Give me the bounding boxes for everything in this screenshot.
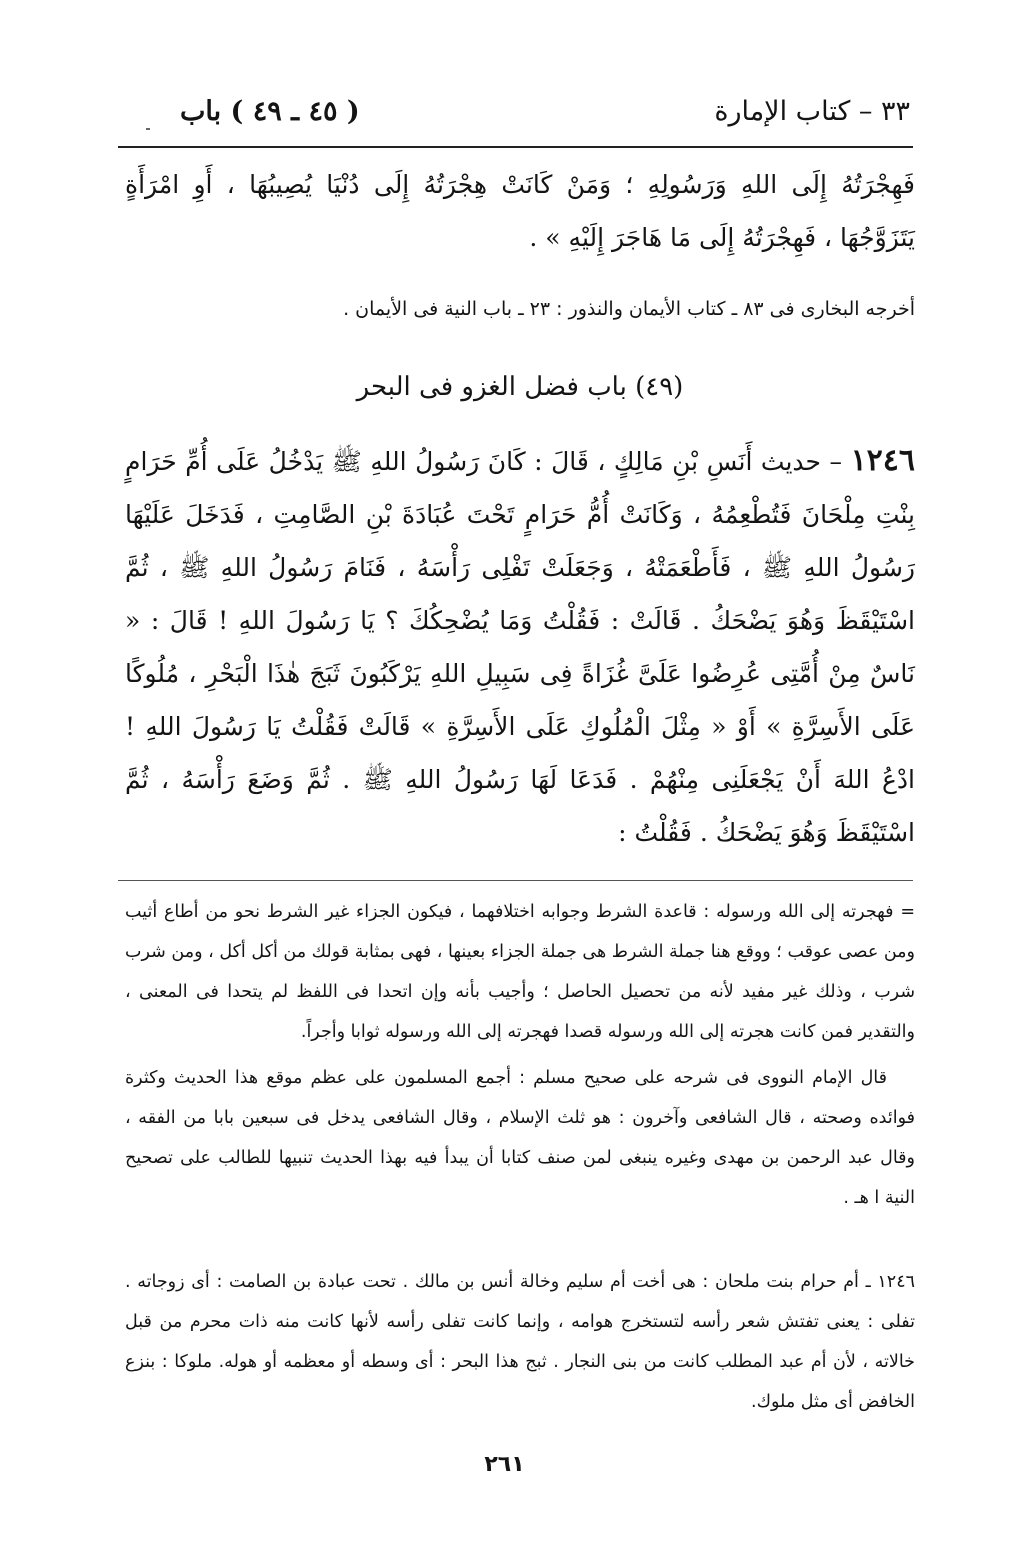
takhrij-note: أخرجه البخارى فى ٨٣ ـ كتاب الأيمان والنذور : ٢٣ ـ باب النية فى الأيمان .	[343, 298, 915, 320]
footnote-3: ١٢٤٦ ـ أم حرام بنت ملحان : هى أخت أم سليم وخالة أنس بن مالك . تحت عبادة بن الصامت : أى زوجاته . تفلى : يعنى تفتش شعر رأسه لتستخرج هوامه ، وإنما كانت تفلى رأسه لأنها كانت منه ذات محرم من قبل خالاته ، لأن أم عبد المطلب كانت من بنى النجار . ثبج هذا البحر : أى وسطه أو معظمه أو هوله. ملوكا : بنزع الخافض أى مثل ملوك.	[125, 1272, 915, 1412]
hadith-body: – حديث أَنَسِ بْنِ مَالِكٍ ، قَالَ : كَانَ رَسُولُ اللهِ ﷺ يَدْخُلُ عَلَى أُمِّ حَرَامٍ بِنْتِ مِلْحَانَ فَتُطْعِمُهُ ، وَكَانَتْ أُمُّ حَرَامٍ تَحْتَ عُبَادَةَ بْنِ الصَّامِتِ ، فَدَخَلَ عَلَيْهَا رَسُولُ اللهِ ﷺ ، فَأَطْعَمَتْهُ ، وَجَعَلَتْ تَفْلِى رَأْسَهُ ، فَنَامَ رَسُولُ اللهِ ﷺ ، ثُمَّ اسْتَيْقَظَ وَهُوَ يَضْحَكُ . قَالَتْ : فَقُلْتُ وَمَا يُضْحِكُكَ ؟ يَا رَسُولَ اللهِ ! قَالَ : « نَاسٌ مِنْ أُمَّتِى عُرِضُوا عَلَىَّ غُزَاةً فِى سَبِيلِ اللهِ يَرْكَبُونَ ثَبَجَ هٰذَا الْبَحْرِ ، مُلُوكًا عَلَى الأَسِرَّةِ » أَوْ « مِثْلَ الْمُلُوكِ عَلَى الأَسِرَّةِ » قَالَتْ فَقُلْتُ يَا رَسُولَ اللهِ ! ادْعُ اللهَ أَنْ يَجْعَلَنِى مِنْهُمْ . فَدَعَا لَهَا رَسُولُ اللهِ ﷺ . ثُمَّ وَضَعَ رَأْسَهُ ، ثُمَّ اسْتَيْقَظَ وَهُوَ يَضْحَكُ . فَقُلْتُ :	[125, 447, 915, 847]
hadith-text-continued: فَهِجْرَتُهُ إِلَى اللهِ وَرَسُولِهِ ؛ وَمَنْ كَانَتْ هِجْرَتُهُ إِلَى دُنْيَا يُصِيبُهَا ، أَوِ امْرَأَةٍ يَتَزَوَّجُهَا ، فَهِجْرَتُهُ إِلَى مَا هَاجَرَ إِلَيْهِ » .	[125, 170, 915, 252]
chapter-range: ( ٤٥ ـ ٤٩ ) باب	[180, 96, 360, 127]
footnote-1: = فهجرته إلى الله ورسوله : قاعدة الشرط وجوابه اختلافهما ، فيكون الجزاء غير الشرط نحو من أطاع أثيب ومن عصى عوقب ؛ ووقع هنا جملة الشرط هى جملة الجزاء بعينها ، فهى بمثابة قولك من أكل أكل ، ومن شرب شرب ، وذلك غير مفيد لأنه من تحصيل الحاصل ؛ وأجيب بأنه وإن اتحدا فى اللفظ لم يتحدا فى المعنى ، والتقدير فمن كانت هجرته إلى الله ورسوله قصدا فهجرته إلى الله ورسوله ثوابا وأجراً.	[125, 902, 915, 1042]
footnote-divider	[118, 880, 913, 881]
hadith-block	[125, 434, 915, 859]
footnote-2: قال الإمام النووى فى شرحه على صحيح مسلم : أجمع المسلمون على عظم موقع هذا الحديث وكثرة فوائده وصحته ، قال الشافعى وآخرون : هو ثلث الإسلام ، وقال الشافعى يدخل فى سبعين بابا من الفقه ، وقال عبد الرحمن بن مهدى وغيره ينبغى لمن صنف كتابا أن يبدأ فيه بهذا الحديث تنبيها للطالب على تصحيح النية ا هـ .	[125, 1068, 915, 1208]
page-header	[120, 96, 910, 136]
hadith-number: ١٢٤٦	[850, 443, 916, 478]
running-title: ٣٣ – كتاب الإمارة	[714, 96, 910, 127]
header-divider	[118, 146, 913, 148]
print-speck	[146, 128, 150, 130]
page-number: ٢٦١	[484, 1452, 525, 1477]
chapter-heading: (٤٩) باب فضل الغزو فى البحر	[356, 372, 684, 402]
